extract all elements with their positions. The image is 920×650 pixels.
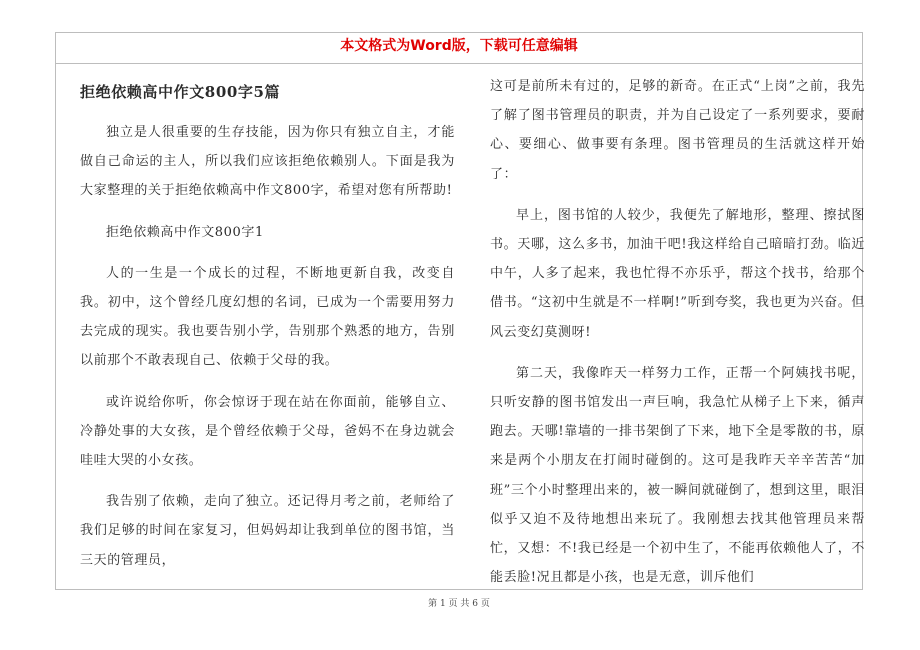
word-format-banner: 本文格式为Word版，下载可任意编辑 [340, 38, 578, 54]
paragraph-continued: 这可是前所未有过的，足够的新奇。在正式“上岗”之前，我先了解了图书管理员的职责，并为自己设定了一系列要求，要耐心、要细心、做事要有条理。图书管理员的生活就这样开始了： [490, 79, 865, 182]
header-rule [55, 63, 863, 64]
left-column [80, 72, 455, 587]
paragraph: 第二天，我像昨天一样努力工作，正帮一个阿姨找书呢，只听安静的图书馆发出一声巨响，我急忙从梯子上下来，循声跑去。天哪!靠墙的一排书架倒了下来，地下全是零散的书，原来是两个小朋友在打闹时碰倒的。这可是我昨天辛辛苦苦“加班”三个小时整理出来的，被一瞬间就碰倒了，想到这里，眼泪似乎又迫不及待地想出来玩了。我刚想去找其他管理员来帮忙，又想：不!我已经是一个初中生了，不能再依赖他人了，不能丢脸!况且都是小孩，也是无意，训斥他们 [490, 365, 865, 586]
section-heading: 拒绝依赖高中作文800字1 [106, 224, 264, 240]
page-number-footer: 第 1 页 共 6 页 [428, 599, 490, 609]
paragraph: 早上，图书馆的人较少，我便先了解地形，整理、擦拭图书。天哪，这么多书，加油干吧!我这样给自己暗暗打劲。临近中午，人多了起来，我也忙得不亦乐乎，帮这个找书，给那个借书。“这初中生就是不一样啊!”听到夸奖，我也更为兴奋。但风云变幻莫测呀! [490, 207, 865, 340]
right-column [490, 72, 865, 604]
paragraph: 我告别了依赖，走向了独立。还记得月考之前，老师给了我们足够的时间在家复习，但妈妈却让我到单位的图书馆，当三天的管理员， [80, 494, 455, 568]
paragraph-intro: 独立是人很重要的生存技能，因为你只有独立自主，才能做自己命运的主人，所以我们应该拒绝依赖别人。下面是我为大家整理的关于拒绝依赖高中作文800字，希望对您有所帮助! [80, 125, 455, 199]
document-title: 拒绝依赖高中作文800字5篇 [80, 83, 281, 101]
paragraph: 人的一生是一个成长的过程，不断地更新自我，改变自我。初中，这个曾经几度幻想的名词，已成为一个需要用努力去完成的现实。我也要告别小学，告别那个熟悉的地方，告别以前那个不敢表现自己、依赖于父母的我。 [80, 265, 455, 369]
paragraph: 或许说给你听，你会惊讶于现在站在你面前，能够自立、冷静处事的大女孩，是个曾经依赖于父母，爸妈不在身边就会哇哇大哭的小女孩。 [80, 394, 455, 469]
